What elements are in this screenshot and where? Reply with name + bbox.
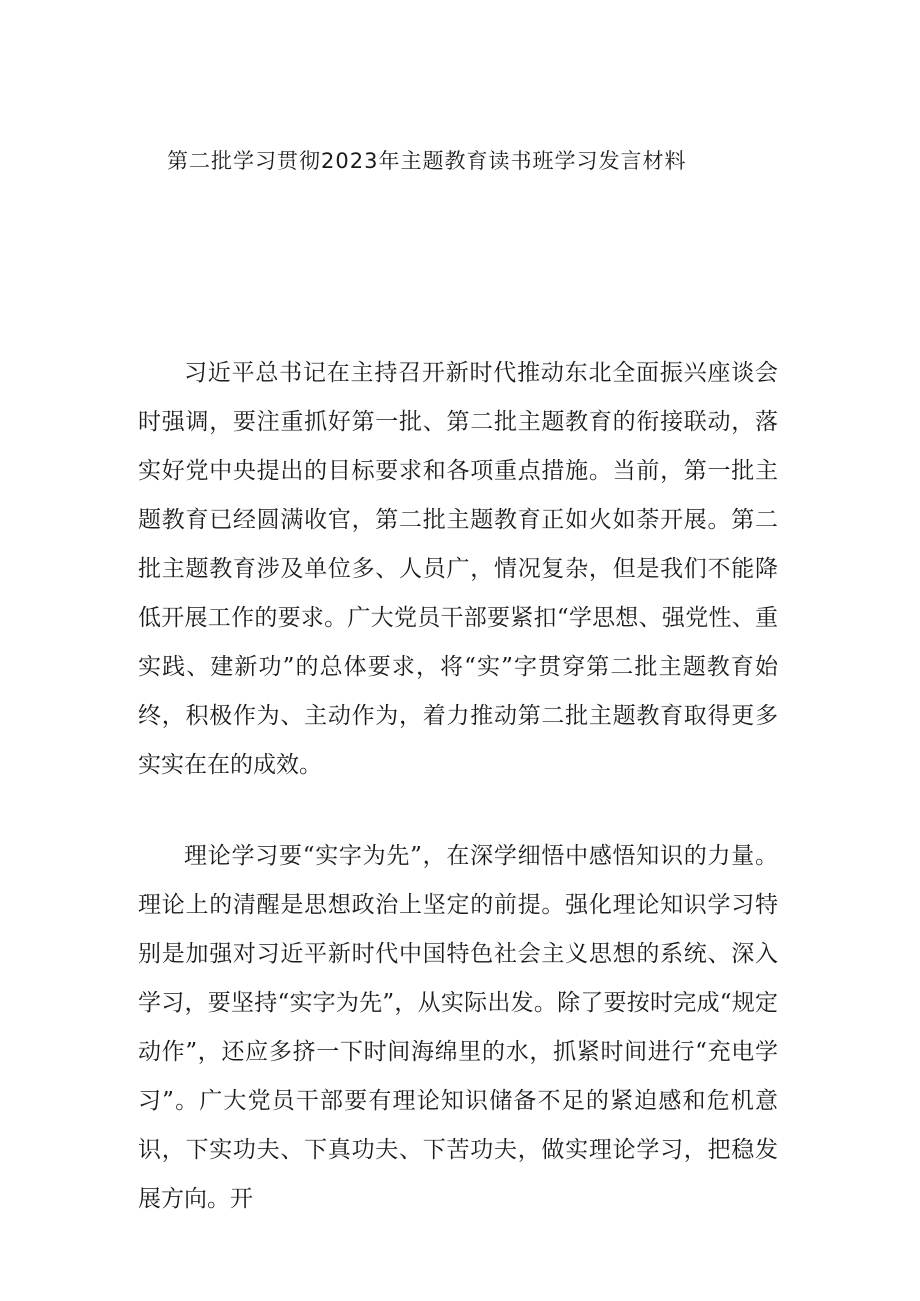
paragraph: 习近平总书记在主持召开新时代推动东北全面振兴座谈会时强调，要注重抓好第一批、第二批主题教育的衔接联动，落实好党中央提出的目标要求和各项重点措施。当前，第一批主题教育已经圆满收官，第二批主题教育正如火如荼开展。第二批主题教育涉及单位多、人员广，情况复杂，但是我们不能降低开展工作的要求。广大党员干部要紧扣“学思想、强党性、重实践、建新功”的总体要求，将“实”字贯穿第二批主题教育始终，积极作为、主动作为，着力推动第二批主题教育取得更多实实在在的成效。 <box>138 360 778 778</box>
paragraph: 理论学习要“实字为先”，在深学细悟中感悟知识的力量。理论上的清醒是思想政治上坚定的前提。强化理论知识学习特别是加强对习近平新时代中国特色社会主义思想的系统、深入学习，要坚持“实字为先”，从实际出发。除了要按时完成“规定动作”，还应多挤一下时间海绵里的水，抓紧时间进行“充电学习”。广大党员干部要有理论知识储备不足的紧迫感和危机意识，下实功夫、下真功夫、下苦功夫，做实理论学习，把稳发展方向。开 <box>138 843 778 1212</box>
document-title: 第二批学习贯彻2023年主题教育读书班学习发言材料 <box>167 149 687 173</box>
paragraph-block-2 <box>138 832 778 1224</box>
paragraph-block-1 <box>138 349 778 790</box>
